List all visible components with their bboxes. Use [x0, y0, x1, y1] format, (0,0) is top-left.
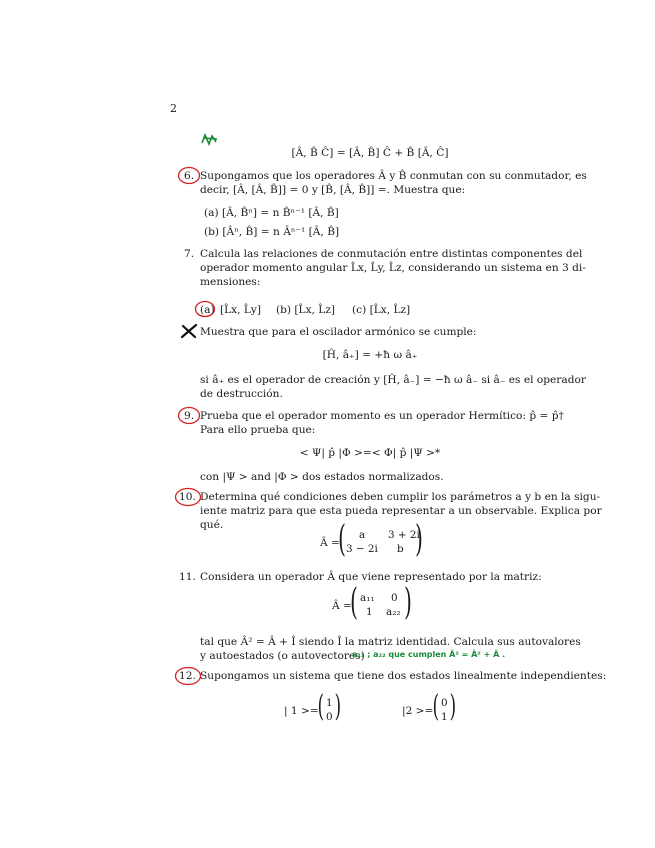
- green-scribble-icon: [200, 133, 220, 147]
- problem-12-text-1: Supongamos un sistema que tiene dos estados linealmente independientes:: [200, 670, 607, 682]
- problem-10-number: 10.: [179, 491, 196, 503]
- problem-6-text-2: decir, [Â, [Â, B̂]] = 0 y [B̂, [Â, B̂]] =. Muestra que:: [200, 184, 466, 196]
- vector-left-paren: (: [432, 689, 440, 724]
- matrix-cell: 1: [366, 606, 373, 618]
- problem-10-text-1: Determina qué condiciones deben cumplir los parámetros a y b en la sigu-: [200, 491, 601, 503]
- vector-cell: 0: [326, 711, 333, 723]
- problem-7-text-3: mensiones:: [200, 276, 261, 288]
- vector-cell: 1: [326, 697, 333, 709]
- problem-7-text-1: Calcula las relaciones de conmutación entre distintas componentes del: [200, 248, 583, 260]
- problem-10-lhs: Â =: [320, 537, 340, 549]
- matrix-cell: a₁₁: [360, 592, 375, 604]
- problem-7-item-b: (b) [L̂x, L̂z]: [276, 304, 336, 316]
- problem-9-text-1: Prueba que el operador momento es un operador Hermítico: p̂ = p̂†: [200, 410, 564, 422]
- problem-11-text-3: y autoestados (o autovectores): [200, 650, 365, 662]
- problem-6-item-b: (b) [Âⁿ, B̂] = n Âⁿ⁻¹ [Â, B̂]: [204, 226, 340, 238]
- vector-right-paren: ): [449, 689, 457, 724]
- problem-11-text-2: tal que Â² = Â + Î siendo Î la matriz identidad. Calcula sus autovalores: [200, 636, 581, 648]
- matrix-cell: a₂₂: [386, 606, 401, 618]
- problem-6-text-1: Supongamos que los operadores Â y B̂ conmutan con su conmutador, es: [200, 170, 587, 182]
- problem-7-item-a-label: (a): [200, 304, 215, 316]
- ket-1-lhs: | 1 >=: [284, 705, 319, 717]
- problem-6-item-a: (a) [Â, B̂ⁿ] = n B̂ⁿ⁻¹ [Â, B̂]: [204, 207, 339, 219]
- vector-left-paren: (: [317, 689, 325, 724]
- problem-12-number: 12.: [179, 670, 196, 682]
- problem-7-number: 7.: [184, 248, 195, 260]
- cross-mark-icon: [180, 323, 198, 339]
- handwritten-note: a₁₁ ; a₂₂ que cumplen Â² = Â² + Â .: [352, 650, 506, 659]
- matrix-cell: b: [397, 543, 404, 555]
- problem-9-text-2: Para ello prueba que:: [200, 424, 316, 436]
- problem-9-number: 9.: [184, 410, 195, 422]
- page-number: 2: [170, 102, 177, 115]
- matrix-cell: a: [359, 529, 366, 541]
- vector-cell: 0: [441, 697, 448, 709]
- problem-11-text-1: Considera un operador Â que viene representado por la matriz:: [200, 571, 542, 583]
- problem-8-text-2: si â₊ es el operador de creación y [Ĥ, â₋] = −ħ ω â₋ si â₋ es el operador: [200, 374, 586, 386]
- matrix-cell: 0: [391, 592, 398, 604]
- problem-10-text-3: qué.: [200, 519, 224, 531]
- problem-9-equation: < Ψ| p̂ |Φ >=< Φ| p̂ |Ψ >*: [299, 447, 441, 459]
- matrix-left-paren: (: [350, 582, 358, 623]
- problem-7-text-2: operador momento angular L̂x, L̂y, L̂z, considerando un sistema en 3 di-: [200, 262, 586, 274]
- problem-9-text-3: con |Ψ > and |Φ > dos estados normalizados.: [200, 471, 444, 483]
- problem-11-number: 11.: [179, 571, 196, 583]
- intro-equation: [Â, B̂ Ĉ] = [Â, B̂] Ĉ + B̂ [Â, Ĉ]: [291, 147, 449, 159]
- matrix-right-paren: ): [404, 582, 412, 623]
- problem-8-text-1: Muestra que para el oscilador armónico se cumple:: [200, 326, 477, 338]
- problem-8-equation: [Ĥ, â₊] = +ħ ω â₊: [322, 349, 418, 361]
- problem-8-text-3: de destrucción.: [200, 388, 283, 400]
- ket-2-lhs: |2 >=: [402, 705, 434, 717]
- problem-11-lhs: Â =: [332, 600, 352, 612]
- matrix-right-paren: ): [415, 519, 423, 560]
- problem-10-text-2: iente matriz para que esta pueda representar a un observable. Explica por: [200, 505, 602, 517]
- matrix-cell: 3 + 2i: [388, 529, 420, 541]
- matrix-left-paren: (: [338, 519, 346, 560]
- matrix-cell: 3 − 2i: [346, 543, 378, 555]
- problem-7-item-c: (c) [L̂x, L̂z]: [352, 304, 411, 316]
- vector-cell: 1: [441, 711, 448, 723]
- problem-6-number: 6.: [184, 170, 195, 182]
- problem-7-item-a: [L̂x, L̂y]: [220, 304, 262, 316]
- vector-right-paren: ): [334, 689, 342, 724]
